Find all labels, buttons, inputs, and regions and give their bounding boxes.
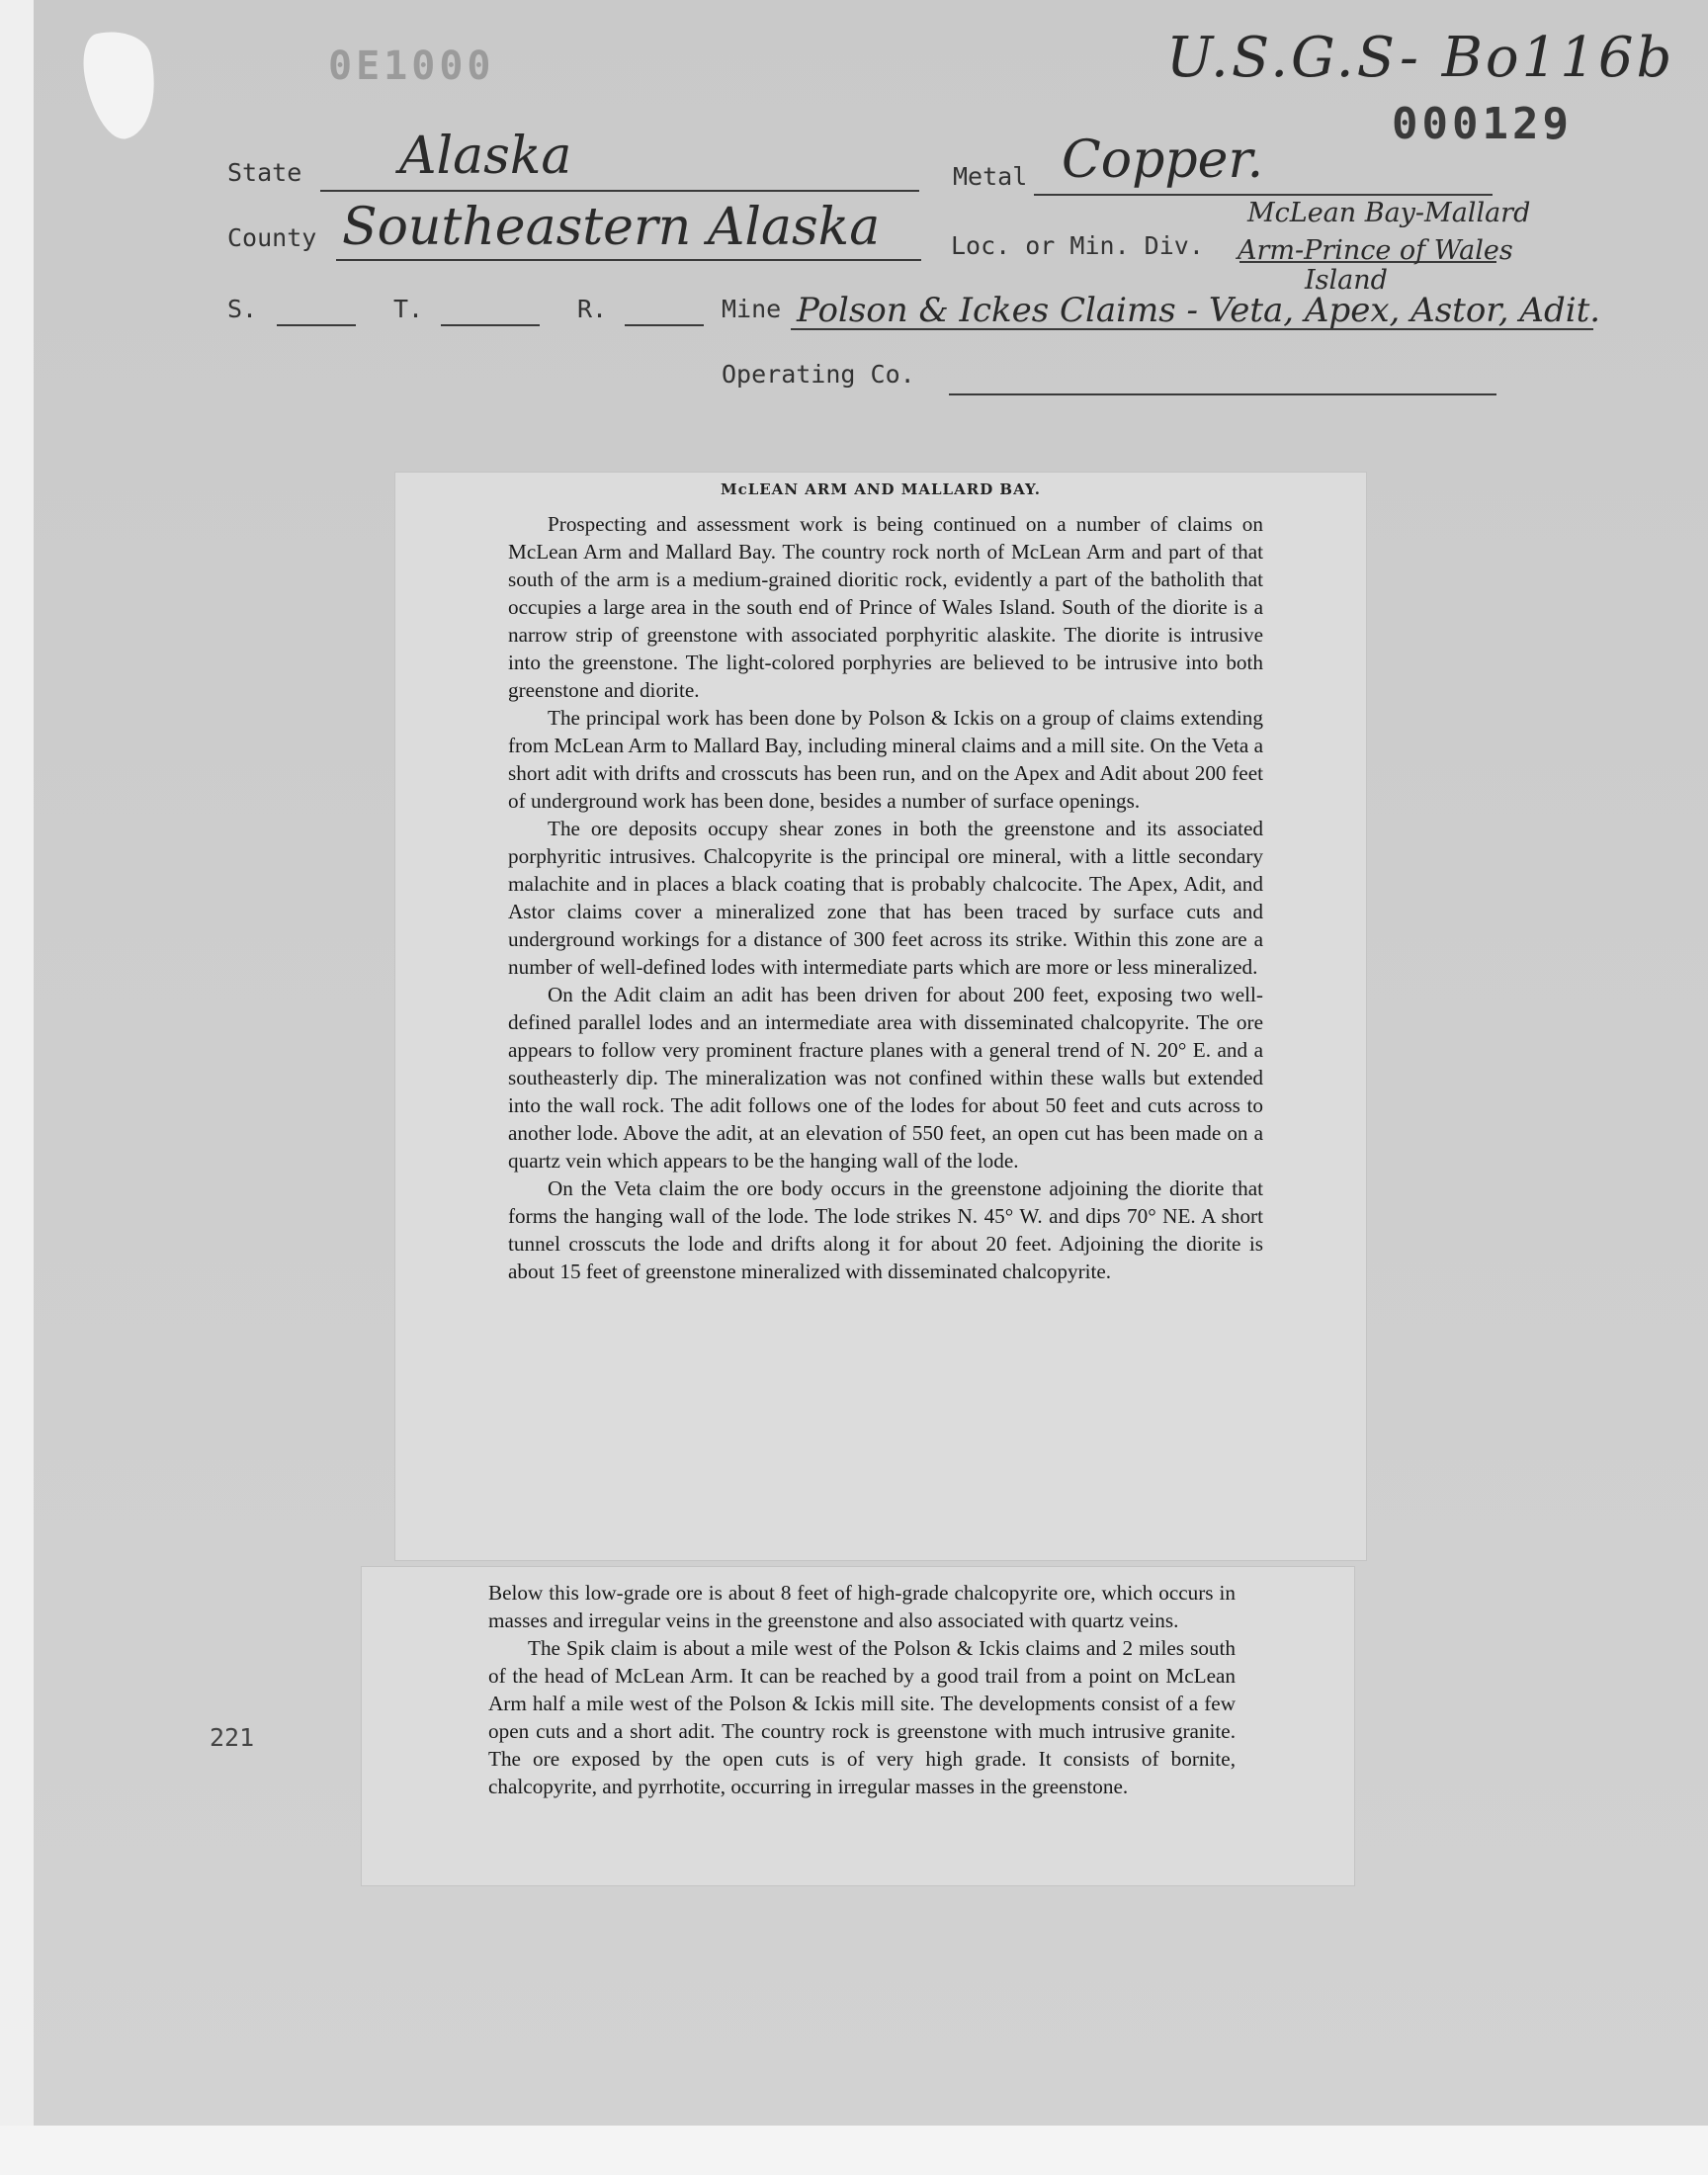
metal-value: Copper. (1062, 130, 1264, 190)
file-number-stamp-top-left: 0E1000 (328, 44, 495, 89)
scan-bottom-margin (0, 2126, 1708, 2175)
county-label: County (227, 223, 317, 252)
operating-co-label: Operating Co. (722, 360, 915, 389)
range-label: R. (577, 295, 608, 323)
usgs-reference-handwritten: U.S.G.S- Bo116b (1166, 26, 1675, 90)
loc-value-line2: Arm-Prince of Wales (1238, 235, 1513, 266)
state-label: State (227, 158, 302, 187)
county-rule (336, 259, 921, 261)
state-rule (320, 190, 919, 192)
clipping-paragraph: The principal work has been done by Polson & Ickis on a group of claims extending from McLean Arm to Mallard Bay, including mineral claims and a mill site. On the Veta a short adit with drifts and crosscuts has been run, and on the Apex and Adit about 200 feet of underground work has been done, besides a number of surface openings. (508, 706, 1263, 813)
range-rule (625, 324, 704, 326)
mine-label: Mine (722, 295, 782, 323)
torn-corner (76, 24, 166, 144)
section-label: S. (227, 295, 258, 323)
section-rule (277, 324, 356, 326)
page-number: 221 (210, 1723, 255, 1752)
clipping-paragraph: Below this low-grade ore is about 8 feet of high-grade chalcopyrite ore, which occurs in masses and irregular veins in the greenstone and also associated with quartz veins. (488, 1581, 1236, 1632)
clipping-paragraph: The ore deposits occupy shear zones in both the greenstone and its associated porphyritic intrusives. Chalcopyrite is the principal ore mineral, with a little secondary malachite and in places a black coating that is probably chalcocite. The Apex, Adit, and Astor claims cover a mineralized zone that has been traced by surface cuts and underground workings for a distance of 300 feet across its strike. Within this zone are a number of well-defined lodes with intermediate parts which are more or less mineralized. (508, 817, 1263, 979)
mine-value: Polson & Ickes Claims - Veta, Apex, Astor, Adit. (797, 291, 1601, 330)
report-clipping-lower (362, 1567, 1354, 1885)
clipping-paragraph: Prospecting and assessment work is being continued on a number of claims on McLean Arm and Mallard Bay. The country rock north of McLean Arm and part of that south of the arm is a medium-grained dioritic rock, evidently a part of the batholith that occupies a large area in the south end of Prince of Wales Island. South of the diorite is a narrow strip of greenstone with associated porphyritic alaskite. The diorite is intrusive into the greenstone. The light-colored porphyries are believed to be intrusive into both greenstone and diorite. (508, 512, 1263, 702)
township-label: T. (393, 295, 424, 323)
clipping-paragraph: The Spik claim is about a mile west of the Polson & Ickis claims and 2 miles south of the head of McLean Arm. It can be reached by a good trail from a point on McLean Arm half a mile west of the Polson & Ickis mill site. The developments consist of a few open cuts and a short adit. The country rock is greenstone with much intrusive granite. The ore exposed by the open cuts is of very high grade. It consists of bornite, chalcopyrite, and pyrrhotite, occurring in irregular masses in the greenstone. (488, 1636, 1236, 1798)
loc-label: Loc. or Min. Div. (951, 231, 1204, 260)
clipping-paragraph: On the Veta claim the ore body occurs in the greenstone adjoining the diorite that forms the hanging wall of the lode. The lode strikes N. 45° W. and dips 70° NE. A short tunnel crosscuts the lode and drifts along it for about 20 feet. Adjoining the diorite is about 15 feet of greenstone mineralized with disseminated chalcopyrite. (508, 1176, 1263, 1283)
state-value: Alaska (399, 127, 572, 186)
file-number-stamp-top-right: 000129 (1392, 99, 1573, 149)
loc-value-line3: Island (1305, 265, 1388, 296)
metal-label: Metal (953, 162, 1028, 191)
clipping-continuation (488, 1579, 1236, 1800)
report-clipping-upper (395, 473, 1366, 1560)
loc-value-line1: McLean Bay-Mallard (1247, 198, 1531, 228)
township-rule (441, 324, 540, 326)
metal-rule (1034, 194, 1493, 196)
operating-co-rule (949, 393, 1496, 395)
clipping-paragraph: On the Adit claim an adit has been driven for about 200 feet, exposing two well-defined parallel lodes and an intermediate area with disseminated chalcopyrite. The ore appears to follow very prominent fracture planes with a general trend of N. 20° E. and a southeasterly dip. The mineralization was not confined within these walls but extended into the wall rock. The adit follows one of the lodes for about 50 feet and cuts across to another lode. Above the adit, at an elevation of 550 feet, an open cut has been made on a quartz vein which appears to be the hanging wall of the lode. (508, 983, 1263, 1173)
clipping-body (508, 510, 1263, 1285)
clipping-title: McLEAN ARM AND MALLARD BAY. (720, 480, 1042, 498)
scan-edge (0, 0, 34, 2126)
county-value: Southeastern Alaska (342, 198, 881, 257)
